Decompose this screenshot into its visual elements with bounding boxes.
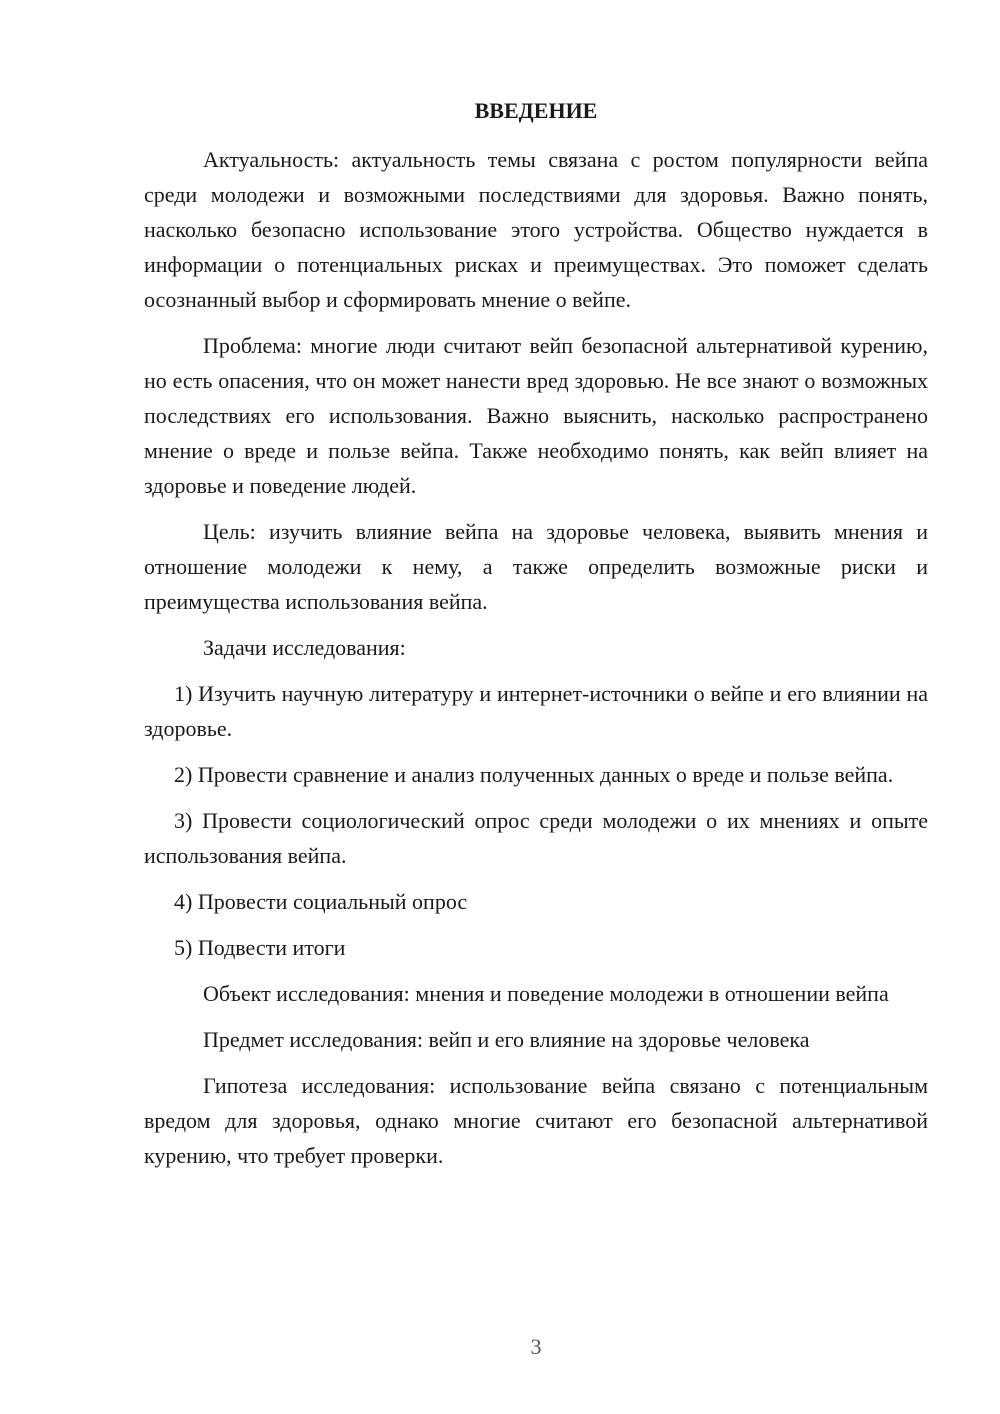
task-item-5: 5) Подвести итоги: [174, 935, 346, 960]
problem-paragraph: Проблема: многие люди считают вейп безопасной альтернативой курению, но есть опасения, что он может нанести вред здоровью. Не все знают о возможных последствиях его использования. Важно выяснить, насколько распространено мнение о вреде и пользе вейпа. Также необходимо понять, как вейп влияет на здоровье и поведение людей.: [144, 333, 928, 498]
page-content: [144, 94, 928, 1184]
relevance-paragraph: Актуальность: актуальность темы связана с ростом популярности вейпа среди молодежи и возможными последствиями для здоровья. Важно понять, насколько безопасно использование этого устройства. Общество нуждается в информации о потенциальных рисках и преимуществах. Это поможет сделать осознанный выбор и сформировать мнение о вейпе.: [144, 147, 928, 312]
subject-paragraph: Предмет исследования: вейп и его влияние на здоровье человека: [203, 1027, 810, 1052]
task-item-4: 4) Провести социальный опрос: [174, 889, 468, 914]
tasks-heading: Задачи исследования:: [203, 635, 406, 660]
task-item-2: 2) Провести сравнение и анализ полученных данных о вреде и пользе вейпа.: [174, 762, 894, 787]
goal-paragraph: Цель: изучить влияние вейпа на здоровье человека, выявить мнения и отношение молодежи к нему, а также определить возможные риски и преимущества использования вейпа.: [144, 519, 928, 614]
task-item-3: 3) Провести социологический опрос среди молодежи о их мнениях и опыте использования вейпа.: [144, 808, 928, 868]
section-title: ВВЕДЕНИЕ: [474, 98, 598, 123]
object-paragraph: Объект исследования: мнения и поведение молодежи в отношении вейпа: [203, 981, 889, 1006]
hypothesis-paragraph: Гипотеза исследования: использование вейпа связано с потенциальным вредом для здоровья, однако многие считают его безопасной альтернативой курению, что требует проверки.: [144, 1073, 928, 1168]
page-number: 3: [530, 1334, 542, 1359]
task-item-1: 1) Изучить научную литературу и интернет-источники о вейпе и его влиянии на здоровье.: [144, 681, 928, 741]
